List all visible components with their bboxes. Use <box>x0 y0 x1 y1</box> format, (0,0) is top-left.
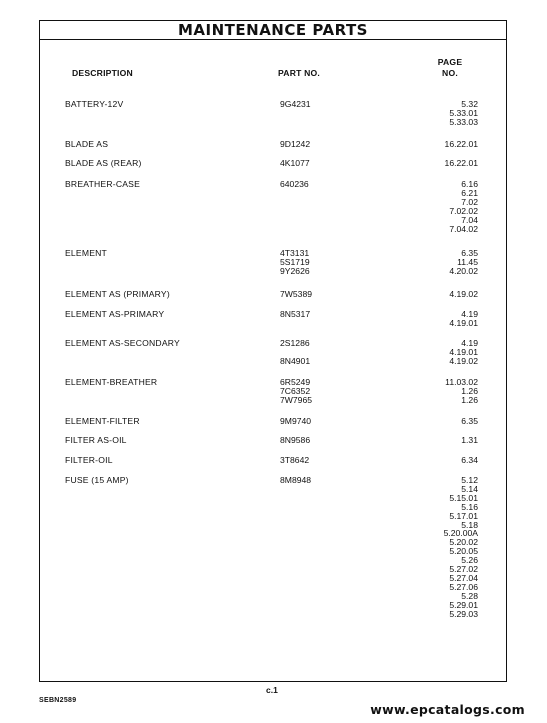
page-reference: 5.20.05 <box>449 546 478 557</box>
part-description: ELEMENT AS-PRIMARY <box>65 309 165 319</box>
part-description: FUSE (15 AMP) <box>65 475 129 485</box>
page-reference: 5.33.01 <box>449 107 478 118</box>
part-number: 3T8642 <box>280 455 310 465</box>
page-reference: 5.12 <box>461 475 478 485</box>
page-reference: 5.33.03 <box>449 116 478 127</box>
page-reference: 5.14 <box>461 483 478 494</box>
page-reference: 5.29.03 <box>449 608 478 619</box>
part-number: 7C6352 <box>280 385 311 396</box>
part-number: 9G4231 <box>280 99 311 109</box>
part-numbers <box>280 290 312 299</box>
page-reference: 5.20.00A <box>443 528 478 539</box>
page-reference: 6.21 <box>461 187 478 198</box>
part-description: ELEMENT AS-SECONDARY <box>65 338 180 348</box>
part-number: 5S1719 <box>280 256 310 267</box>
page-reference: 6.34 <box>461 455 478 465</box>
part-numbers <box>280 140 310 149</box>
page-references <box>400 378 478 405</box>
page-reference: 1.26 <box>461 385 478 396</box>
part-number: 4K1077 <box>280 158 310 168</box>
page-reference: 5.17.01 <box>449 510 478 521</box>
column-header-page-line2: NO. <box>442 68 458 78</box>
page-reference: 1.26 <box>461 394 478 405</box>
part-description: BREATHER-CASE <box>65 179 141 189</box>
part-numbers <box>280 249 310 276</box>
part-numbers <box>280 100 311 109</box>
part-numbers <box>280 456 309 465</box>
part-number: 8M8948 <box>280 475 312 485</box>
watermark: www.epcatalogs.com <box>370 702 525 717</box>
page-reference: 7.02 <box>461 196 478 207</box>
page-reference: 4.19.01 <box>449 317 478 328</box>
part-number: 9Y2626 <box>280 265 310 276</box>
page-reference: 5.16 <box>461 501 478 512</box>
part-number: 9M9740 <box>280 416 312 426</box>
part-number: 4T3131 <box>280 248 310 258</box>
part-number: 8N9586 <box>280 435 311 445</box>
part-number: 640236 <box>280 179 309 189</box>
page-reference: 7.02.02 <box>449 205 478 216</box>
page-reference: 1.31 <box>461 435 478 445</box>
title-box <box>39 20 507 40</box>
page-reference: 5.18 <box>461 519 478 530</box>
column-header-part-no: PART NO. <box>278 68 321 78</box>
part-numbers <box>280 159 310 168</box>
part-description: BLADE AS <box>65 139 109 149</box>
page-references <box>400 417 478 426</box>
page-references <box>400 100 478 127</box>
part-numbers <box>280 339 310 366</box>
page-reference: 5.28 <box>461 590 478 601</box>
page-reference: 7.04 <box>461 214 478 225</box>
page-references <box>400 339 478 366</box>
page-reference: 16.22.01 <box>444 139 478 149</box>
page-references <box>400 290 478 299</box>
part-numbers <box>280 476 311 485</box>
page-reference: 4.20.02 <box>449 265 478 276</box>
page-references <box>400 159 478 168</box>
document-code: SEBN2589 <box>39 697 77 704</box>
page-number: c.1 <box>266 685 278 695</box>
part-description: FILTER AS-OIL <box>65 435 127 445</box>
part-description: BLADE AS (REAR) <box>65 158 142 168</box>
page-references <box>400 310 478 328</box>
page-reference: 11.03.02 <box>445 377 478 387</box>
part-numbers <box>280 310 310 319</box>
page-reference: 5.27.02 <box>449 564 478 575</box>
page-reference: 6.16 <box>461 179 478 189</box>
page-references <box>400 476 478 619</box>
page-references <box>400 140 478 149</box>
part-description: BATTERY-12V <box>65 99 124 109</box>
column-header-description: DESCRIPTION <box>72 68 133 78</box>
page-reference: 5.27.06 <box>449 581 478 592</box>
page-reference: 4.19.02 <box>449 289 478 299</box>
page-reference: 5.20.02 <box>449 537 478 548</box>
page-reference: 5.15.01 <box>449 492 478 503</box>
part-number: 7W5389 <box>280 289 313 299</box>
page-references <box>400 436 478 445</box>
page-reference: 4.19.01 <box>449 346 478 357</box>
part-description: ELEMENT <box>65 248 107 258</box>
page-references <box>400 180 478 233</box>
part-number: 8N5317 <box>280 309 311 319</box>
part-numbers <box>280 180 309 189</box>
page-reference: 5.32 <box>461 99 478 109</box>
part-numbers <box>280 436 310 445</box>
page-reference: 5.26 <box>461 555 478 566</box>
column-header-page-no <box>430 57 470 79</box>
page-reference: 4.19 <box>461 309 478 319</box>
part-description: ELEMENT-BREATHER <box>65 377 158 387</box>
page-reference: 5.27.04 <box>449 572 478 583</box>
part-description: FILTER-OIL <box>65 455 113 465</box>
part-description: ELEMENT AS (PRIMARY) <box>65 289 170 299</box>
page-reference: 5.29.01 <box>449 599 478 610</box>
page-reference: 4.19 <box>461 338 478 348</box>
page-title: MAINTENANCE PARTS <box>178 21 368 39</box>
page-references <box>400 249 478 276</box>
part-number: 6R5249 <box>280 377 311 387</box>
page-reference: 16.22.01 <box>444 158 478 168</box>
page-reference: 4.19.02 <box>449 355 478 366</box>
part-numbers <box>280 378 312 405</box>
page-reference: 7.04.02 <box>449 223 478 234</box>
page-reference: 11.45 <box>457 256 478 267</box>
page-references <box>400 456 478 465</box>
page-reference: 6.35 <box>461 248 478 258</box>
column-header-page-line1: PAGE <box>437 57 463 67</box>
part-number: 8N4901 <box>280 355 311 366</box>
part-number: 7W7965 <box>280 394 313 405</box>
part-number: 9D1242 <box>280 139 311 149</box>
page-reference: 6.35 <box>461 416 478 426</box>
part-description: ELEMENT-FILTER <box>65 416 140 426</box>
part-numbers <box>280 417 311 426</box>
part-number: 2S1286 <box>280 338 310 348</box>
